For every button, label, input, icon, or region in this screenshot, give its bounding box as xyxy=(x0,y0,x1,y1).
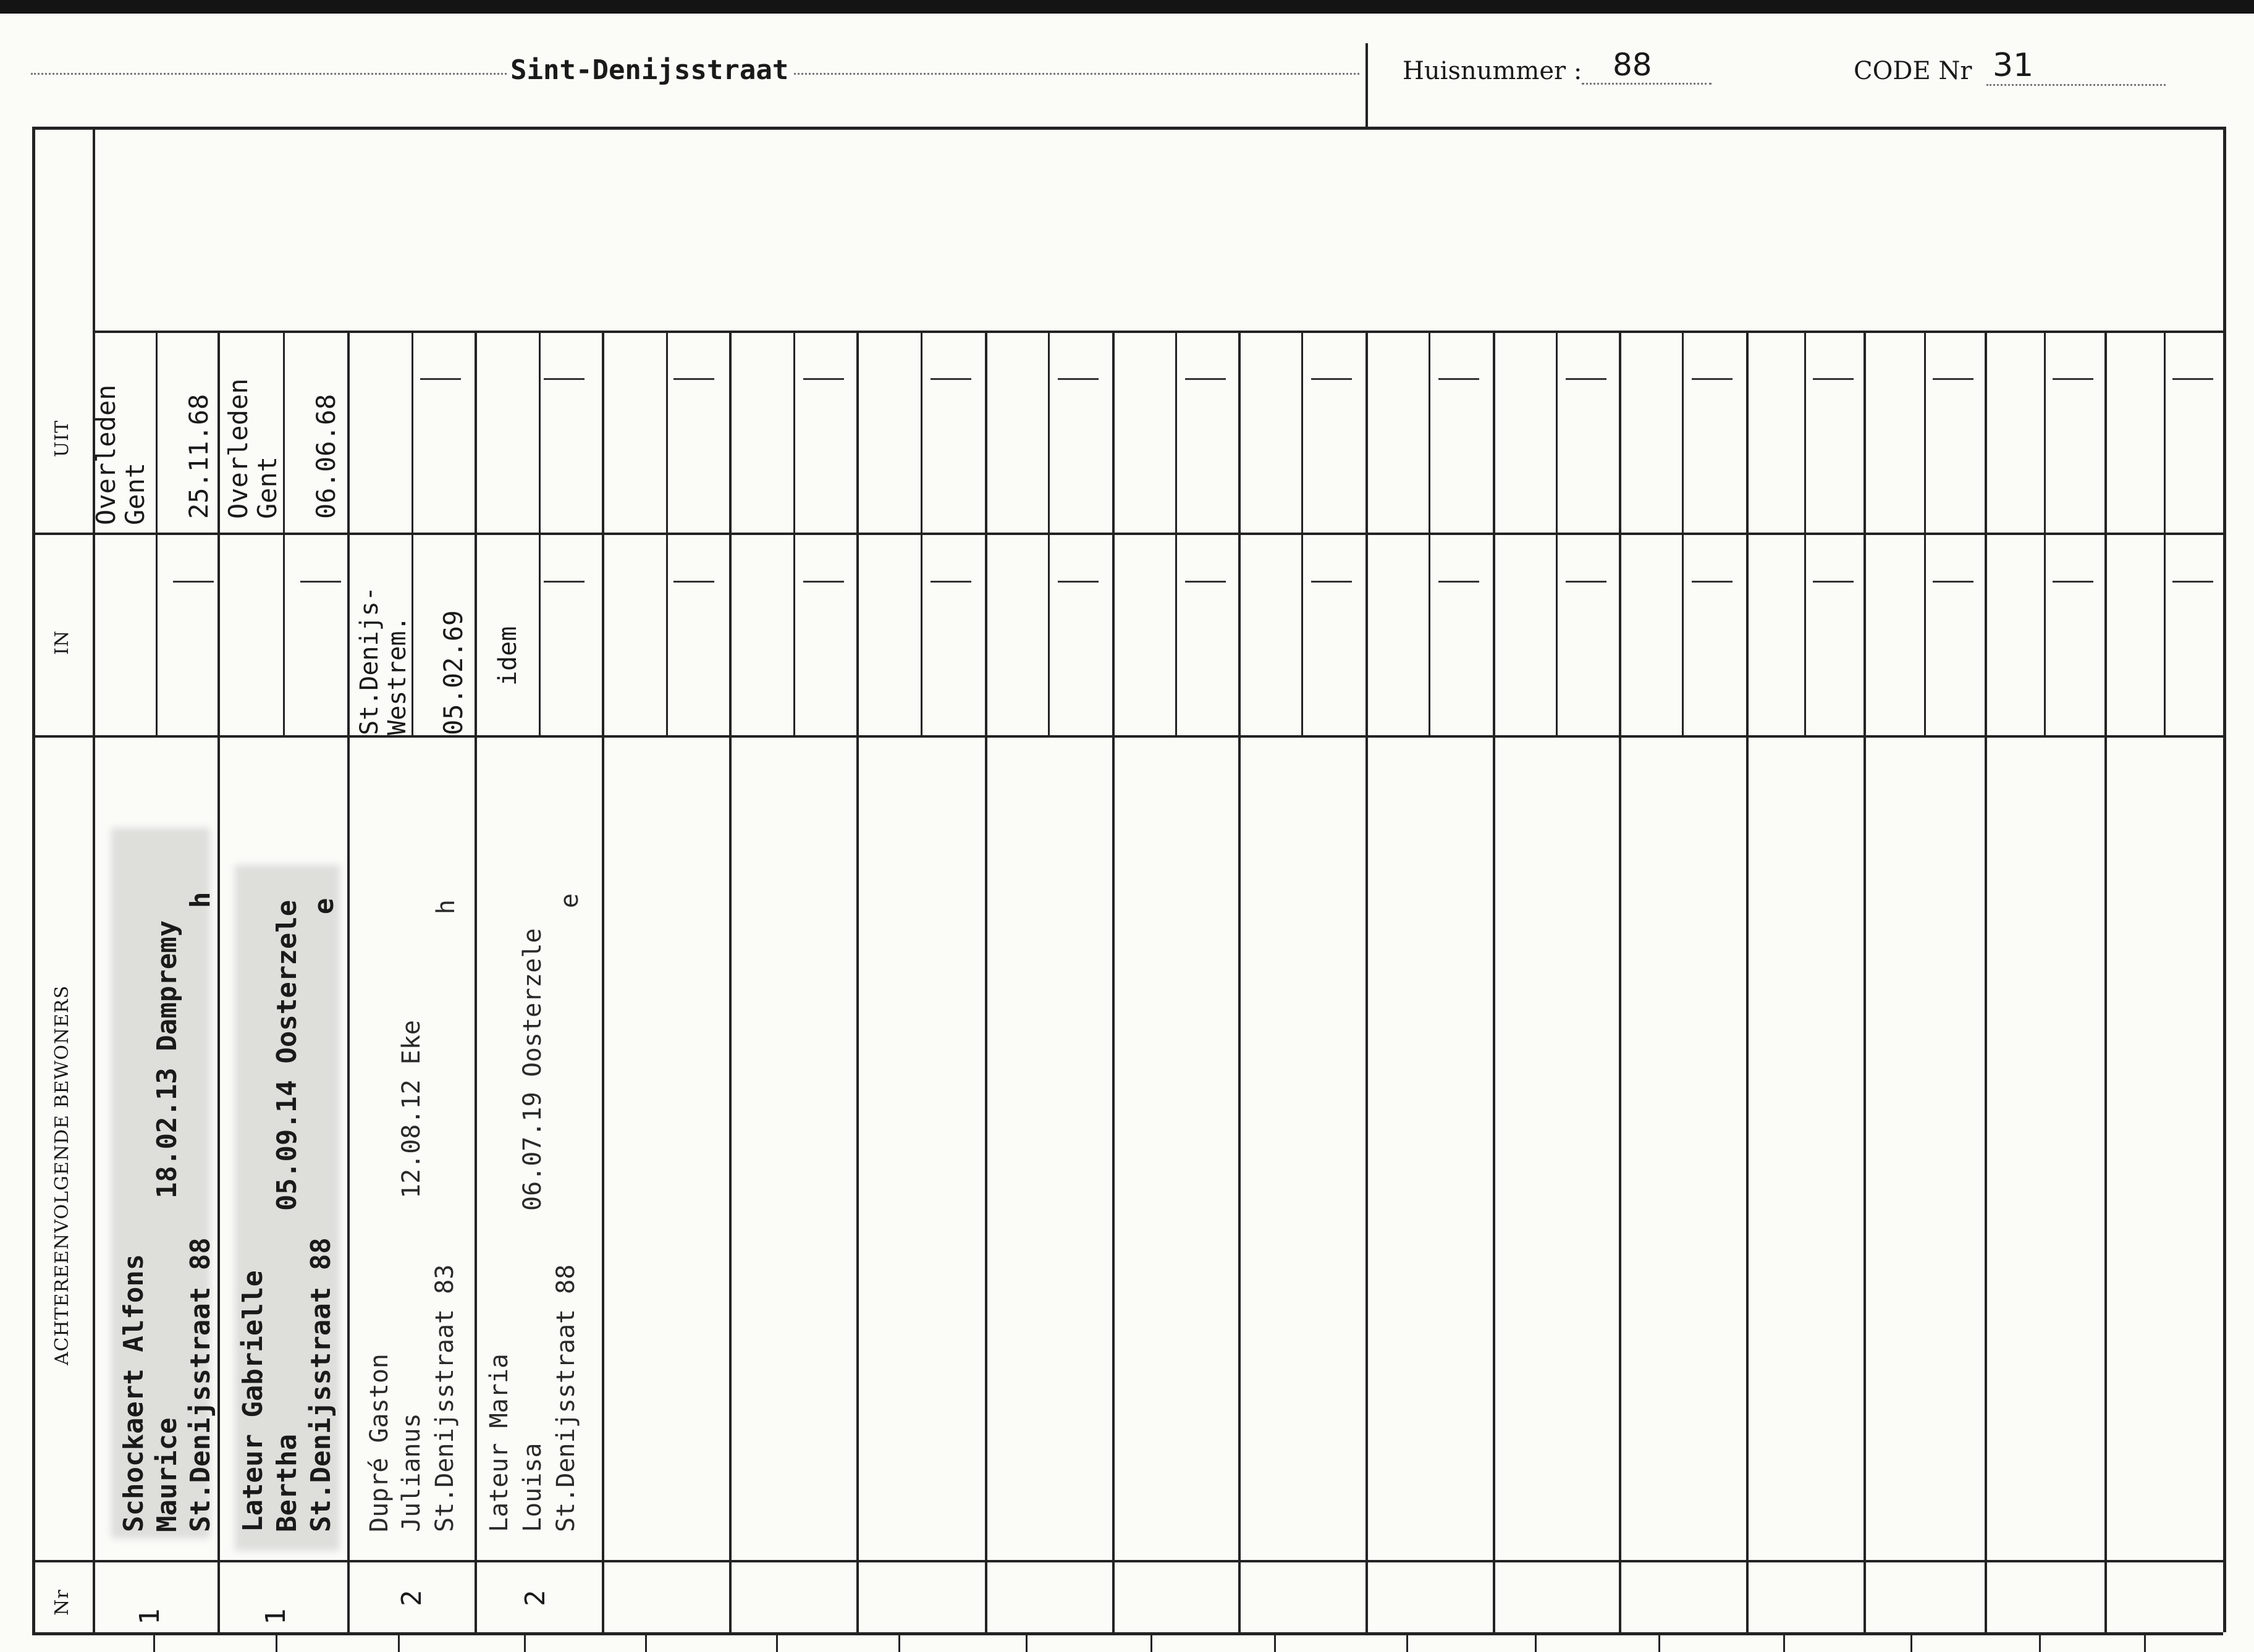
street-name: Sint-Denijsstraat xyxy=(507,54,792,86)
resident-address: St.Denijsstraat 83 xyxy=(431,1264,459,1532)
empty-dash xyxy=(1566,378,1606,380)
uit-in-divider xyxy=(32,533,2223,535)
uit-place: Overleden Gent xyxy=(91,384,151,525)
empty-dash xyxy=(1438,378,1479,380)
resident-given-name: Louisa xyxy=(518,1443,547,1532)
column-divider xyxy=(1238,331,1241,1632)
grid-right-border xyxy=(2223,127,2226,1632)
scan-top-edge xyxy=(0,0,2254,14)
empty-dash xyxy=(1566,581,1606,583)
empty-dash xyxy=(2053,581,2093,583)
section-label-nr: Nr xyxy=(51,1589,73,1616)
resident-gender: e xyxy=(308,898,340,914)
empty-dash xyxy=(2053,378,2093,380)
in-place: idem xyxy=(494,626,522,686)
column-divider xyxy=(1112,331,1115,1632)
sub-column-divider xyxy=(1429,331,1430,735)
column-divider xyxy=(1746,331,1749,1632)
resident-nr: 2 xyxy=(396,1590,428,1606)
empty-dash xyxy=(1311,581,1352,583)
bottom-tick xyxy=(153,1632,155,1652)
resident-nr: 1 xyxy=(260,1608,292,1625)
sub-column-divider xyxy=(666,331,668,735)
column-divider xyxy=(985,331,987,1632)
section-label-residents: ACHTEREENVOLGENDE BEWONERS xyxy=(51,985,73,1365)
bottom-tick xyxy=(398,1632,400,1652)
resident-gender: h xyxy=(432,899,460,914)
sub-column-divider xyxy=(283,331,285,735)
column-divider xyxy=(602,331,604,1632)
resident-given-name: Maurice xyxy=(151,1417,183,1532)
bottom-tick xyxy=(645,1632,647,1652)
in-date: 05.02.69 xyxy=(438,610,468,735)
uit-place: Overleden Gent xyxy=(223,378,283,519)
code-number-value: 31 xyxy=(1986,47,2166,86)
bottom-tick xyxy=(898,1632,900,1652)
bottom-tick xyxy=(1535,1632,1537,1652)
grid-bottom-border xyxy=(32,1632,2223,1635)
column-divider xyxy=(1985,331,1987,1632)
empty-dash xyxy=(173,581,214,583)
empty-dash xyxy=(1311,378,1352,380)
empty-dash xyxy=(1813,581,1854,583)
resident-name: Schockaert Alfons xyxy=(118,1254,150,1532)
resident-gender: e xyxy=(555,893,584,908)
empty-dash xyxy=(544,581,585,583)
resident-nr: 1 xyxy=(134,1608,166,1625)
bottom-tick xyxy=(1658,1632,1660,1652)
empty-dash xyxy=(2172,581,2213,583)
column-divider xyxy=(347,331,350,1632)
column-divider xyxy=(1864,331,1866,1632)
resident-address: St.Denijsstraat 88 xyxy=(305,1237,337,1532)
in-place: St.Denijs- Westrem. xyxy=(355,586,412,735)
empty-dash xyxy=(544,378,585,380)
uit-date: 06.06.68 xyxy=(311,394,341,519)
column-divider xyxy=(856,331,859,1632)
section-label-uit: UIT xyxy=(51,419,73,457)
sub-column-divider xyxy=(1301,331,1303,735)
sub-column-divider xyxy=(1175,331,1177,735)
sub-column-divider xyxy=(2044,331,2046,735)
sub-column-divider xyxy=(793,331,795,735)
resident-birth: 18.02.13 Dampremy xyxy=(151,920,183,1199)
header-divider xyxy=(1365,43,1368,127)
empty-dash xyxy=(1933,581,1973,583)
grid-left-border xyxy=(32,127,35,1632)
empty-dash xyxy=(673,378,714,380)
column-divider xyxy=(1493,331,1495,1632)
resident-birth: 05.09.14 Oosterzele xyxy=(271,900,303,1211)
empty-dash xyxy=(1692,581,1733,583)
resident-name: Lateur Maria xyxy=(485,1354,513,1532)
sub-column-divider xyxy=(412,331,413,735)
bottom-tick xyxy=(776,1632,778,1652)
code-number-label: CODE Nr xyxy=(1854,57,1972,85)
column-divider xyxy=(217,331,220,1632)
empty-dash xyxy=(1692,378,1733,380)
bottom-tick xyxy=(1274,1632,1276,1652)
bottom-tick xyxy=(2144,1632,2146,1652)
empty-dash xyxy=(803,378,844,380)
sub-column-divider xyxy=(1682,331,1684,735)
sub-column-divider xyxy=(1048,331,1050,735)
empty-dash xyxy=(300,581,341,583)
bottom-tick xyxy=(524,1632,526,1652)
empty-dash xyxy=(420,378,461,380)
empty-dash xyxy=(2172,378,2213,380)
sub-column-divider xyxy=(156,331,158,735)
sub-column-divider xyxy=(1556,331,1558,735)
resident-name: Dupré Gaston xyxy=(365,1354,394,1532)
bottom-tick xyxy=(1026,1632,1028,1652)
bottom-tick xyxy=(1783,1632,1785,1652)
sub-column-divider xyxy=(1804,331,1806,735)
empty-dash xyxy=(931,581,971,583)
house-number-label: Huisnummer : xyxy=(1403,57,1582,85)
bottom-tick xyxy=(1150,1632,1152,1652)
empty-dash xyxy=(1438,581,1479,583)
resident-birth: 06.07.19 Oosterzele xyxy=(518,928,547,1211)
resident-gender: h xyxy=(185,891,216,908)
label-column-divider xyxy=(93,127,95,1632)
resident-address: St.Denijsstraat 88 xyxy=(552,1264,580,1532)
uit-date: 25.11.68 xyxy=(184,394,214,519)
sub-column-divider xyxy=(921,331,922,735)
empty-dash xyxy=(931,378,971,380)
bottom-tick xyxy=(276,1632,277,1652)
resident-birth: 12.08.12 Eke xyxy=(397,1020,426,1199)
grid-top-border xyxy=(32,127,2223,130)
empty-dash xyxy=(1185,581,1226,583)
column-divider xyxy=(1619,331,1621,1632)
column-divider xyxy=(1365,331,1368,1632)
column-divider xyxy=(729,331,732,1632)
empty-dash xyxy=(1813,378,1854,380)
bottom-tick xyxy=(1910,1632,1912,1652)
resident-name: Lateur Gabrielle xyxy=(237,1270,269,1532)
sub-column-divider xyxy=(2164,331,2166,735)
house-number-value: 88 xyxy=(1582,47,1712,85)
column-divider xyxy=(2104,331,2107,1632)
resident-nr: 2 xyxy=(520,1590,551,1606)
resident-given-name: Bertha xyxy=(271,1434,303,1532)
empty-dash xyxy=(673,581,714,583)
residents-nr-divider xyxy=(32,1560,2223,1562)
empty-dash xyxy=(1058,378,1099,380)
empty-dash xyxy=(803,581,844,583)
empty-dash xyxy=(1185,378,1226,380)
resident-address: St.Denijsstraat 88 xyxy=(185,1237,216,1532)
bottom-tick xyxy=(2039,1632,2041,1652)
section-label-in: IN xyxy=(51,630,73,655)
column-divider xyxy=(475,331,477,1632)
bottom-tick xyxy=(1406,1632,1408,1652)
resident-given-name: Julianus xyxy=(397,1413,426,1532)
empty-dash xyxy=(1058,581,1099,583)
sub-column-divider xyxy=(1924,331,1926,735)
in-residents-divider xyxy=(32,735,2223,738)
sub-column-divider xyxy=(539,331,541,735)
empty-dash xyxy=(1933,378,1973,380)
